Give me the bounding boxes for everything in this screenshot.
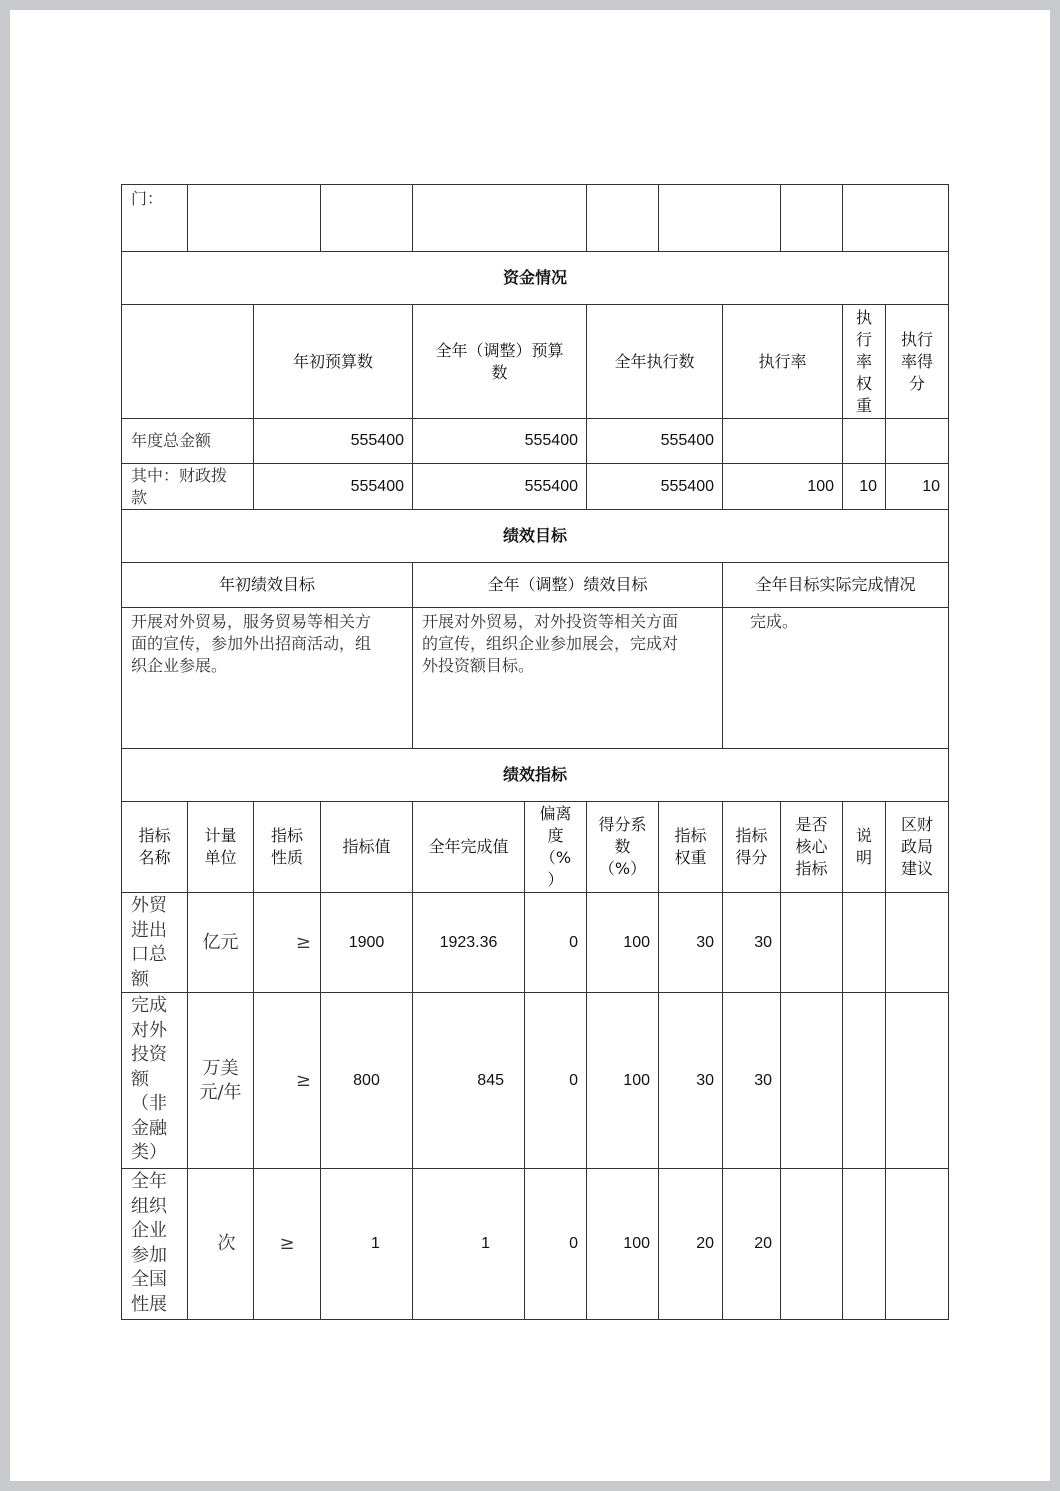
header-finance-advice: 区财 政局 建议	[885, 801, 949, 893]
adjusted-goal-text: 开展对外贸易，对外投资等相关方面 的宣传，组织企业参加展会，完成对 外投资额目标。	[412, 607, 723, 749]
indicator-name: 外贸 进出 口总 额	[121, 892, 188, 993]
header-initial-goal: 年初绩效目标	[121, 562, 413, 608]
header-target-value: 指标值	[320, 801, 413, 893]
funds-section-title: 资金情况	[121, 251, 949, 305]
indicator-unit: 亿元	[187, 892, 254, 993]
header-score-coef: 得分系 数 （%）	[586, 801, 659, 893]
indicator-coef: 100	[586, 992, 659, 1169]
funds-row-executed: 555400	[586, 418, 723, 464]
header-rate-weight: 执 行 率 权 重	[842, 304, 886, 419]
initial-goal-text: 开展对外贸易，服务贸易等相关方 面的宣传，参加外出招商活动，组 织企业参展。	[121, 607, 413, 749]
empty-cell	[586, 184, 659, 252]
funds-row-adjusted: 555400	[412, 418, 587, 464]
indicator-deviation: 0	[524, 992, 587, 1169]
header-completed-value: 全年完成值	[412, 801, 525, 893]
empty-cell	[320, 184, 413, 252]
header-initial-budget: 年初预算数	[253, 304, 413, 419]
indicator-deviation: 0	[524, 892, 587, 993]
empty-cell	[780, 184, 843, 252]
funds-row-initial: 555400	[253, 463, 413, 510]
indicator-completed: 845	[412, 992, 525, 1169]
funds-row-rate: 100	[722, 463, 843, 510]
funds-header-blank	[121, 304, 254, 419]
indicator-nature: ≥	[253, 1168, 321, 1320]
indicator-value: 800	[320, 992, 413, 1169]
actual-completion-text: 完成。	[722, 607, 949, 749]
indicator-weight: 30	[658, 892, 723, 993]
indicator-core	[780, 992, 843, 1169]
header-indicator-name: 指标 名称	[121, 801, 188, 893]
dept-label-cell	[121, 184, 188, 252]
funds-row-initial: 555400	[253, 418, 413, 464]
funds-row-weight: 10	[842, 463, 886, 510]
indicator-core	[780, 892, 843, 993]
indicators-section-title: 绩效指标	[121, 748, 949, 802]
indicator-weight: 20	[658, 1168, 723, 1320]
document-page	[10, 10, 1050, 1481]
indicator-score: 30	[722, 892, 781, 993]
header-executed: 全年执行数	[586, 304, 723, 419]
indicator-unit: 次	[187, 1168, 254, 1320]
header-core-indicator: 是否 核心 指标	[780, 801, 843, 893]
indicator-note	[842, 892, 886, 993]
funds-row-score: 10	[885, 463, 949, 510]
funds-row-executed: 555400	[586, 463, 723, 510]
goals-section-title: 绩效目标	[121, 509, 949, 563]
header-indicator-weight: 指标 权重	[658, 801, 723, 893]
header-actual-completion: 全年目标实际完成情况	[722, 562, 949, 608]
indicator-completed: 1923.36	[412, 892, 525, 993]
header-deviation: 偏离 度 （% ）	[524, 801, 587, 893]
indicator-value: 1	[320, 1168, 413, 1320]
indicator-deviation: 0	[524, 1168, 587, 1320]
indicator-coef: 100	[586, 1168, 659, 1320]
funds-row-score	[885, 418, 949, 464]
funds-row-label: 其中：财政拨 款	[121, 463, 254, 510]
header-note: 说 明	[842, 801, 886, 893]
indicator-score: 20	[722, 1168, 781, 1320]
header-rate-score: 执行 率得 分	[885, 304, 949, 419]
dept-label: 门：	[131, 189, 164, 208]
funds-row-adjusted: 555400	[412, 463, 587, 510]
indicator-name: 全年 组织 企业 参加 全国 性展	[121, 1168, 188, 1320]
indicator-nature: ≥	[253, 892, 321, 993]
funds-row-label: 年度总金额	[121, 418, 254, 464]
indicator-note	[842, 992, 886, 1169]
indicator-core	[780, 1168, 843, 1320]
funds-row-rate	[722, 418, 843, 464]
indicator-advice	[885, 992, 949, 1169]
empty-cell	[412, 184, 587, 252]
header-nature: 指标 性质	[253, 801, 321, 893]
indicator-weight: 30	[658, 992, 723, 1169]
indicator-completed: 1	[412, 1168, 525, 1320]
indicator-advice	[885, 892, 949, 993]
header-indicator-score: 指标 得分	[722, 801, 781, 893]
empty-cell	[187, 184, 321, 252]
indicator-coef: 100	[586, 892, 659, 993]
empty-cell	[842, 184, 949, 252]
funds-row-weight	[842, 418, 886, 464]
indicator-unit: 万美 元/年	[187, 992, 254, 1169]
empty-cell	[658, 184, 781, 252]
indicator-nature: ≥	[253, 992, 321, 1169]
header-execution-rate: 执行率	[722, 304, 843, 419]
header-adjusted-budget: 全年（调整）预算 数	[412, 304, 587, 419]
indicator-score: 30	[722, 992, 781, 1169]
indicator-advice	[885, 1168, 949, 1320]
indicator-note	[842, 1168, 886, 1320]
header-adjusted-goal: 全年（调整）绩效目标	[412, 562, 723, 608]
indicator-value: 1900	[320, 892, 413, 993]
header-unit: 计量 单位	[187, 801, 254, 893]
indicator-name: 完成 对外 投资 额 （非 金融 类）	[121, 992, 188, 1169]
